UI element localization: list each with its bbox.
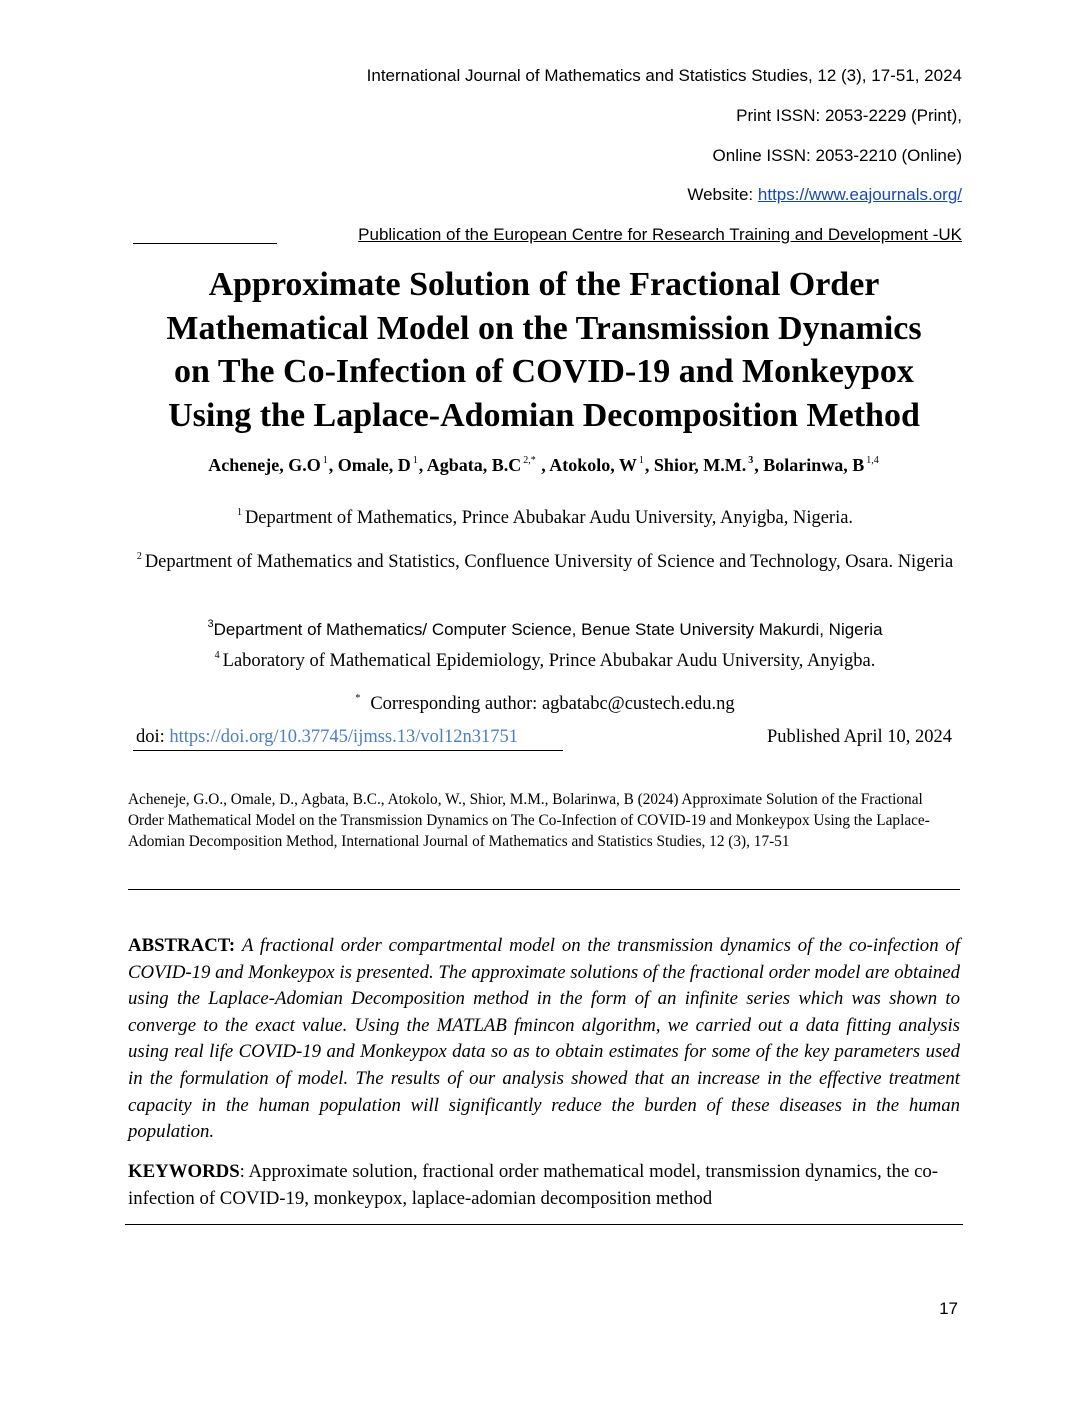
affiliation-4 <box>120 642 970 675</box>
doi-rule <box>133 750 563 751</box>
published-date: Published April 10, 2024 <box>766 727 952 747</box>
citation-rule <box>128 889 960 890</box>
paper-title <box>100 263 988 437</box>
author-affil-sup: 1,4 <box>866 455 879 466</box>
doi-row <box>136 727 952 748</box>
website-label: Website: <box>687 185 758 204</box>
print-issn: Print ISSN: 2053-2229 (Print), <box>736 106 962 125</box>
corresponding-sup: * <box>355 693 361 704</box>
affiliation-text: Department of Mathematics and Statistics, Confluence University of Science and Technology, Osara. Nigeria <box>144 552 954 572</box>
keywords-label: KEYWORDS <box>128 1161 240 1182</box>
abstract <box>128 933 960 1146</box>
author-separator: , <box>754 455 764 475</box>
author-name: Acheneje, G.O <box>208 455 321 475</box>
journal-line: International Journal of Mathematics and Statistics Studies, 12 (3), 17-51, 2024 <box>366 66 962 85</box>
header-rule <box>133 243 277 244</box>
online-issn: Online ISSN: 2053-2210 (Online) <box>712 146 962 165</box>
author-name: Omale, D <box>337 455 411 475</box>
author-name: Atokolo, W <box>549 455 637 475</box>
page-number: 17 <box>939 1299 958 1318</box>
affiliation-sup: 4 <box>214 650 220 661</box>
affiliation-3 <box>120 611 970 643</box>
author-name: Shior, M.M. <box>653 455 747 475</box>
abstract-text: A fractional order compartmental model on the transmission dynamics of the co-infection of COVID-19 and Monkeypox is presented. The approximate solutions of the fractional order model are obtained using the Laplace-Adomian Decomposition method in the form of an infinite series which was shown to converge to the exact value. Using the MATLAB fmincon algorithm, we carried out a data fitting analysis using real life COVID-19 and Monkeypox data so as to obtain estimates for some of the key parameters used in the formulation of model. The results of our analysis showed that an increase in the effective treatment capacity in the human population will significantly reduce the burden of these diseases in the human population. <box>128 935 960 1143</box>
author-affil-sup: 2,* <box>523 455 536 466</box>
author-separator: , <box>536 455 550 475</box>
affiliation-2 <box>120 543 970 576</box>
website-line <box>687 185 962 205</box>
title-line-4: Using the Laplace-Adomian Decomposition Method <box>168 396 920 434</box>
keywords-text: : Approximate solution, fractional order mathematical model, transmission dynamics, the co-infection of COVID-19, monkeypox, laplace-adomian decomposition method <box>128 1161 939 1209</box>
author-separator: , <box>328 455 338 475</box>
author-affil-sup: 1 <box>638 455 644 466</box>
affiliation-1 <box>120 499 970 532</box>
author-affil-sup: 3 <box>748 455 754 466</box>
website-link[interactable]: https://www.eajournals.org/ <box>757 185 962 204</box>
corresponding-text: Corresponding author: agbatabc@custech.edu.ng <box>370 694 735 714</box>
publisher-line: Publication of the European Centre for Research Training and Development -UK <box>358 225 962 244</box>
doi-label: doi: <box>136 727 170 747</box>
affiliation-text: Department of Mathematics, Prince Abubakar Audu University, Anyigba, Nigeria. <box>244 508 854 528</box>
affiliation-sup: 3 <box>207 618 214 630</box>
author-affil-sup: 1 <box>322 455 328 466</box>
author-separator: , <box>418 455 427 475</box>
title-line-3: on The Co-Infection of COVID-19 and Monkeypox <box>174 353 914 390</box>
doi-link[interactable]: https://doi.org/10.37745/ijmss.13/vol12n31751 <box>169 727 519 747</box>
title-line-1: Approximate Solution of the Fractional Order <box>208 266 880 303</box>
affiliation-text: Laboratory of Mathematical Epidemiology, Prince Abubakar Audu University, Anyigba. <box>222 651 876 671</box>
keywords <box>128 1158 960 1212</box>
affiliation-sup: 2 <box>136 551 142 562</box>
affiliation-text: Department of Mathematics/ Computer Science, Benue State University Makurdi, Nigeria <box>213 620 883 639</box>
keywords-rule <box>125 1224 963 1225</box>
author-separator: , <box>644 455 654 475</box>
author-name: Agbata, B.C <box>426 455 522 475</box>
corresponding-author <box>120 685 970 718</box>
affiliation-sup: 1 <box>236 507 242 518</box>
author-affil-sup: 1 <box>412 455 418 466</box>
author-name: Bolarinwa, B <box>763 455 865 475</box>
title-line-2: Mathematical Model on the Transmission Dynamics <box>166 309 922 347</box>
author-list <box>0 455 1088 476</box>
citation: Acheneje, G.O., Omale, D., Agbata, B.C., Atokolo, W., Shior, M.M., Bolarinwa, B (2024) Approximate Solution of the Fractional Order Mathematical Model on the Transmission Dynamics on The Co-Infection of COVID-19 and Monkeypox Using the Laplace-Adomian Decomposition Method, International Journal of Mathematics and Statistics Studies, 12 (3), 17-51 <box>128 791 930 850</box>
abstract-label: ABSTRACT: <box>128 935 236 956</box>
